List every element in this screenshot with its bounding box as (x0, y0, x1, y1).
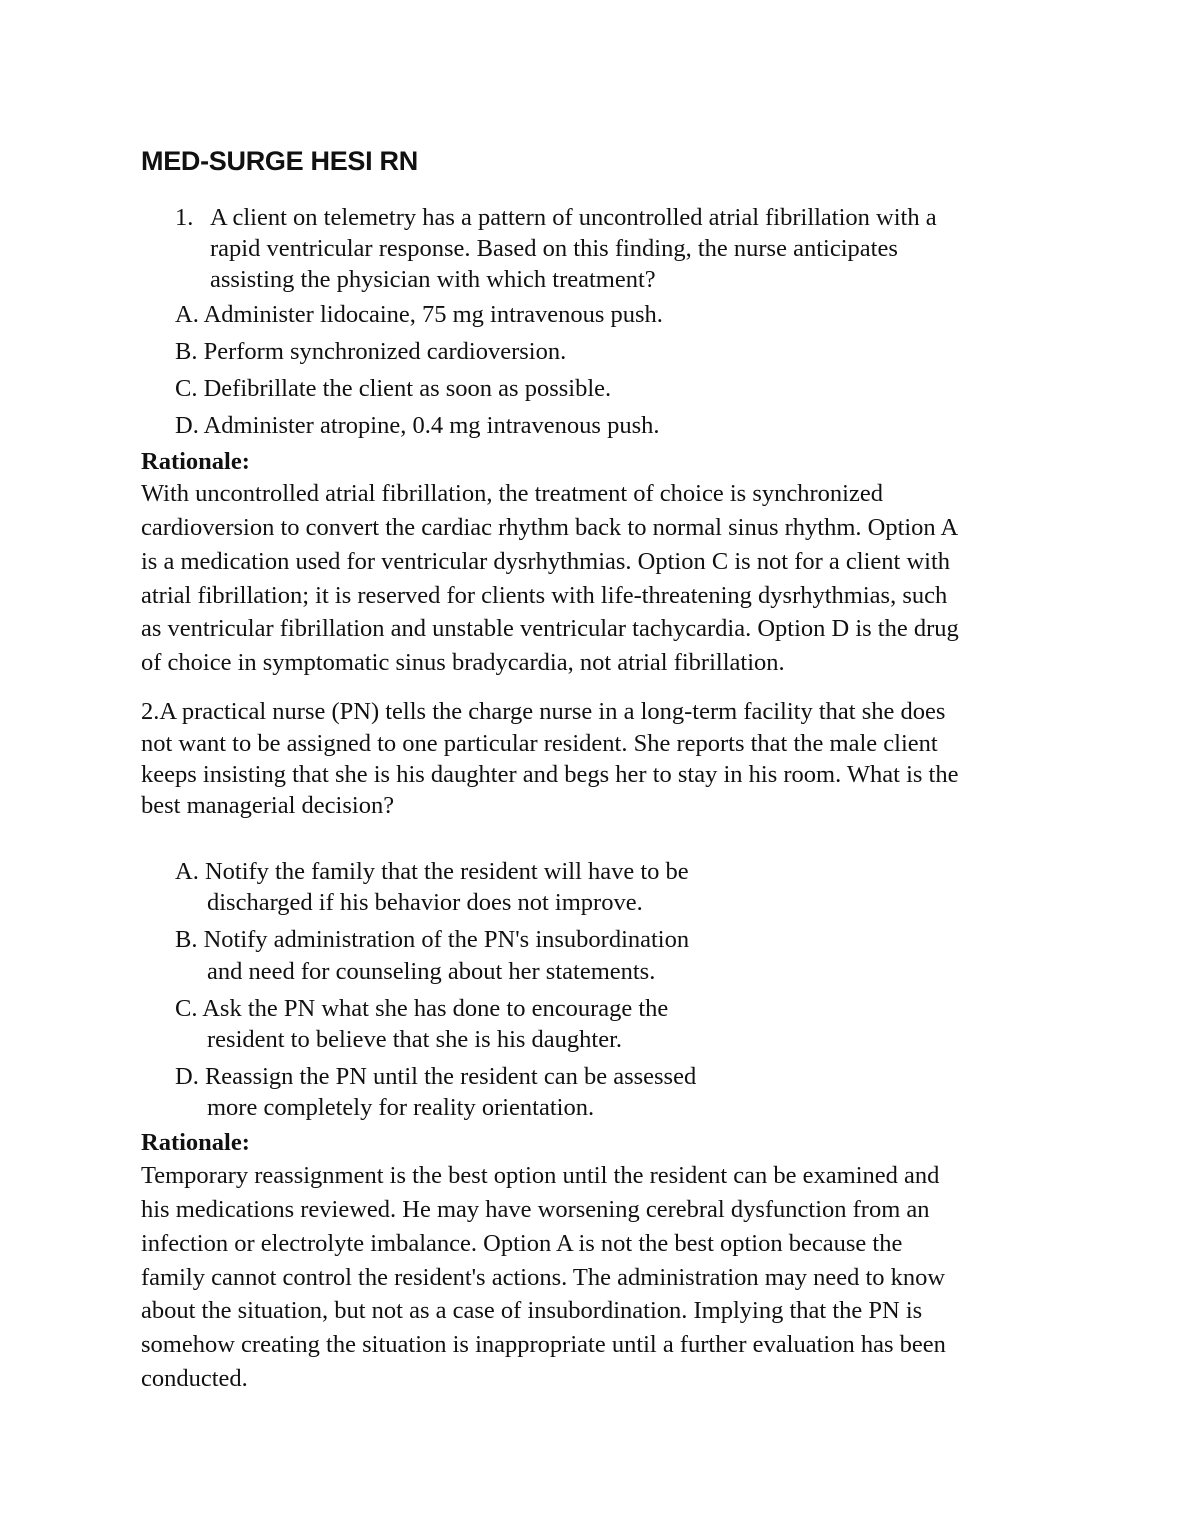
q2-option-c-cont: resident to believe that she is his daughter. (207, 1026, 623, 1053)
q1-option-a: A. Administer lidocaine, 75 mg intravenous push. (175, 301, 663, 328)
q2-rationale-line: infection or electrolyte imbalance. Option A is not the best option because the (141, 1230, 903, 1257)
q2-rationale-line: about the situation, but not as a case of insubordination. Implying that the PN is (141, 1297, 923, 1324)
q1-option-d: D. Administer atropine, 0.4 mg intravenous push. (175, 412, 660, 439)
q1-stem-line: rapid ventricular response. Based on this finding, the nurse anticipates (210, 235, 898, 262)
q2-rationale-line: his medications reviewed. He may have worsening cerebral dysfunction from an (141, 1196, 930, 1223)
q2-stem-line: best managerial decision? (141, 792, 395, 819)
q1-stem-line: assisting the physician with which treatment? (210, 266, 656, 293)
q2-option-b: B. Notify administration of the PN's insubordination (175, 926, 690, 953)
q2-stem-line: 2.A practical nurse (PN) tells the charge nurse in a long-term facility that she does (141, 698, 946, 725)
q2-option-a: A. Notify the family that the resident will have to be (175, 858, 689, 885)
q1-rationale-line: cardioversion to convert the cardiac rhythm back to normal sinus rhythm. Option A (141, 514, 959, 541)
q2-option-a-cont: discharged if his behavior does not improve. (207, 889, 643, 916)
q2-option-d: D. Reassign the PN until the resident can be assessed (175, 1063, 697, 1090)
q1-number: 1. (175, 204, 194, 231)
q1-rationale-line: of choice in symptomatic sinus bradycardia, not atrial fibrillation. (141, 649, 785, 676)
q1-rationale-line: as ventricular fibrillation and unstable ventricular tachycardia. Option D is the drug (141, 615, 959, 642)
q2-option-b-cont: and need for counseling about her statements. (207, 958, 656, 985)
q1-rationale-line: atrial fibrillation; it is reserved for clients with life-threatening dysrhythmias, such (141, 582, 948, 609)
q2-rationale-line: family cannot control the resident's actions. The administration may need to know (141, 1264, 946, 1291)
q2-option-d-cont: more completely for reality orientation. (207, 1094, 595, 1121)
q2-rationale-heading: Rationale: (141, 1129, 250, 1156)
q2-stem-line: keeps insisting that she is his daughter and begs her to stay in his room. What is the (141, 761, 959, 788)
q2-rationale-line: conducted. (141, 1365, 248, 1392)
q1-rationale-heading: Rationale: (141, 448, 250, 475)
q1-stem-line: A client on telemetry has a pattern of uncontrolled atrial fibrillation with a (210, 204, 937, 231)
q2-rationale-line: Temporary reassignment is the best option until the resident can be examined and (141, 1162, 940, 1189)
page-title: MED-SURGE HESI RN (141, 146, 418, 176)
q2-stem-line: not want to be assigned to one particular resident. She reports that the male client (141, 730, 938, 757)
q1-option-c: C. Defibrillate the client as soon as possible. (175, 375, 612, 402)
q2-rationale-line: somehow creating the situation is inappropriate until a further evaluation has been (141, 1331, 946, 1358)
q1-rationale-line: is a medication used for ventricular dysrhythmias. Option C is not for a client with (141, 548, 951, 575)
q1-option-b: B. Perform synchronized cardioversion. (175, 338, 567, 365)
q2-option-c: C. Ask the PN what she has done to encourage the (175, 995, 669, 1022)
q1-rationale-line: With uncontrolled atrial fibrillation, the treatment of choice is synchronized (141, 480, 883, 507)
